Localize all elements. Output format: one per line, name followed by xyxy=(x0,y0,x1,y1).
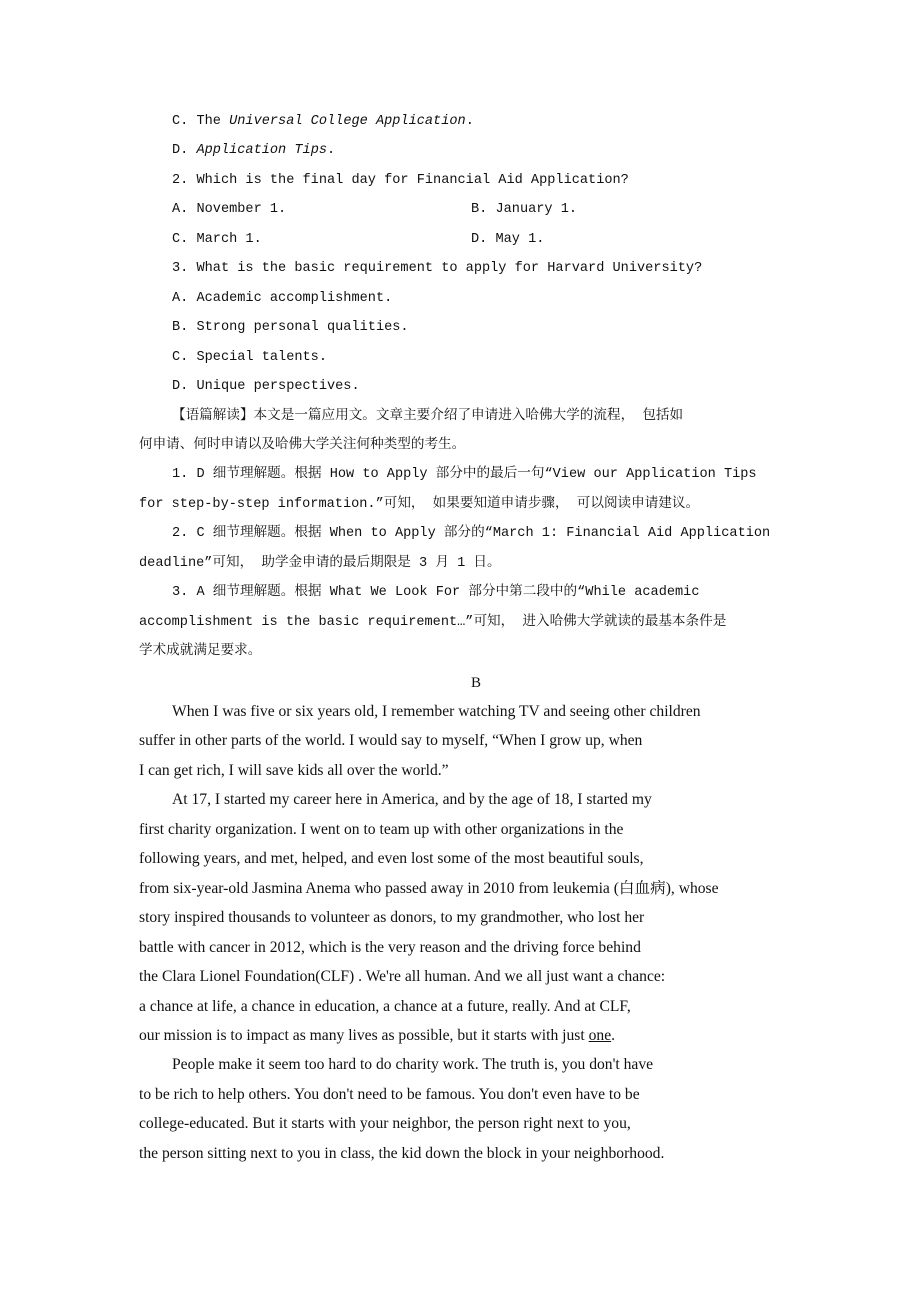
question-line xyxy=(172,141,335,161)
text-segment: 【语篇解读】本文是一篇应用文。文章主要介绍了申请进入哈佛大学的流程， 包括如 xyxy=(172,408,684,424)
passage-line xyxy=(139,908,644,928)
text-segment: the Clara Lionel Foundation(CLF) . We're all human. And we all just want a chance: xyxy=(139,968,666,986)
question-line xyxy=(139,554,501,574)
text-segment: story inspired thousands to volunteer as donors, to my grandmother, who lost her xyxy=(139,909,645,927)
passage-line xyxy=(139,1026,615,1046)
text-segment: 2. C 细节理解题。根据 When to Apply 部分的“March 1: Financial Aid Application xyxy=(172,526,771,542)
text-segment: a chance at life, a chance in education, a chance at a future, really. And at CLF, xyxy=(139,997,631,1015)
question-line xyxy=(139,613,726,633)
text-segment: A. Academic accomplishment. xyxy=(172,290,393,306)
question-line xyxy=(172,583,700,603)
text-segment: A. November 1. xyxy=(172,202,287,218)
passage-line xyxy=(139,731,642,751)
italic-text: Application Tips xyxy=(196,143,328,159)
italic-text: Universal College Application xyxy=(229,114,466,129)
text-segment: People make it seem too hard to do charity work. The truth is, you don't have xyxy=(172,1056,654,1074)
passage-line xyxy=(139,1144,664,1164)
question-line xyxy=(172,171,629,191)
text-segment: D. xyxy=(172,143,197,159)
text-segment: to be rich to help others. You don't need to be famous. You don't even have to be xyxy=(139,1085,640,1103)
underlined-text: one xyxy=(588,1026,612,1044)
text-segment: I can get rich, I will save kids all over the world.” xyxy=(139,761,449,779)
text-segment: C. The xyxy=(172,114,230,129)
text-segment: 3. What is the basic requirement to apply for Harvard University? xyxy=(172,261,703,277)
text-segment: our mission is to impact as many lives as possible, but it starts with just xyxy=(139,1026,589,1044)
question-line xyxy=(172,289,392,309)
passage-line xyxy=(139,1114,631,1134)
text-segment: When I was five or six years old, I remember watching TV and seeing other children xyxy=(172,703,701,720)
question-line xyxy=(172,259,702,279)
question-line xyxy=(139,642,261,662)
question-line xyxy=(172,112,474,132)
text-segment: deadline”可知， 助学金申请的最后期限是 3 月 1 日。 xyxy=(139,555,501,571)
passage-line xyxy=(139,849,644,869)
question-line xyxy=(139,495,699,515)
text-segment: the person sitting next to you in class, the kid down the block in your neighborhood. xyxy=(139,1144,665,1162)
passage-line xyxy=(139,997,631,1017)
section-heading: B xyxy=(470,675,481,691)
text-segment: 2. Which is the final day for Financial Aid Application? xyxy=(172,172,629,188)
passage-line xyxy=(139,967,665,987)
text-segment: C. Special talents. xyxy=(172,349,327,365)
text-segment: suffer in other parts of the world. I would say to myself, “When I grow up, when xyxy=(139,732,643,750)
question-line xyxy=(172,465,757,485)
passage-line xyxy=(172,1055,653,1075)
text-segment: 1. D 细节理解题。根据 How to Apply 部分中的最后一句“View our Application Tips xyxy=(172,467,757,483)
text-segment: At 17, I started my career here in America, and by the age of 18, I started my xyxy=(172,791,652,809)
text-segment: 3. A 细节理解题。根据 What We Look For 部分中第二段中的“While academic xyxy=(172,585,700,601)
text-segment: for step-by-step information.”可知， 如果要知道申请步骤， 可以阅读申请建议。 xyxy=(139,496,700,512)
question-line xyxy=(139,436,465,456)
passage-line xyxy=(139,1085,640,1105)
answer-option: D. May 1. xyxy=(471,231,545,247)
question-line xyxy=(172,230,262,250)
passage-line xyxy=(139,938,641,958)
text-segment: accomplishment is the basic requirement…”可知， 进入哈佛大学就读的最基本条件是 xyxy=(139,614,727,630)
question-line xyxy=(172,200,286,220)
question-line xyxy=(172,377,360,397)
text-segment: D. Unique perspectives. xyxy=(172,379,360,395)
answer-option: B. January 1. xyxy=(471,202,578,218)
text-segment: B. Strong personal qualities. xyxy=(172,320,409,336)
passage-line xyxy=(172,790,652,810)
text-segment: from six-year-old Jasmina Anema who passed away in 2010 from leukemia (白血病), whose xyxy=(139,879,719,897)
passage-line xyxy=(172,702,701,722)
question-line xyxy=(172,524,770,544)
text-segment: battle with cancer in 2012, which is the very reason and the driving force behind xyxy=(139,938,641,956)
text-segment: first charity organization. I went on to team up with other organizations in the xyxy=(139,820,624,838)
passage-line xyxy=(139,879,719,899)
passage-line xyxy=(139,761,449,781)
text-segment: 学术成就满足要求。 xyxy=(139,644,262,660)
text-segment: following years, and met, helped, and even lost some of the most beautiful souls, xyxy=(139,850,644,868)
question-line xyxy=(172,407,683,427)
text-segment: . xyxy=(465,114,474,129)
text-segment: C. March 1. xyxy=(172,231,262,247)
question-line xyxy=(172,348,327,368)
text-segment: . xyxy=(327,143,336,159)
text-segment: college-educated. But it starts with your neighbor, the person right next to you, xyxy=(139,1115,631,1133)
passage-line xyxy=(139,820,623,840)
text-segment: 何申请、何时申请以及哈佛大学关注何种类型的考生。 xyxy=(139,437,466,453)
text-segment: . xyxy=(611,1026,616,1044)
question-line xyxy=(172,318,409,338)
